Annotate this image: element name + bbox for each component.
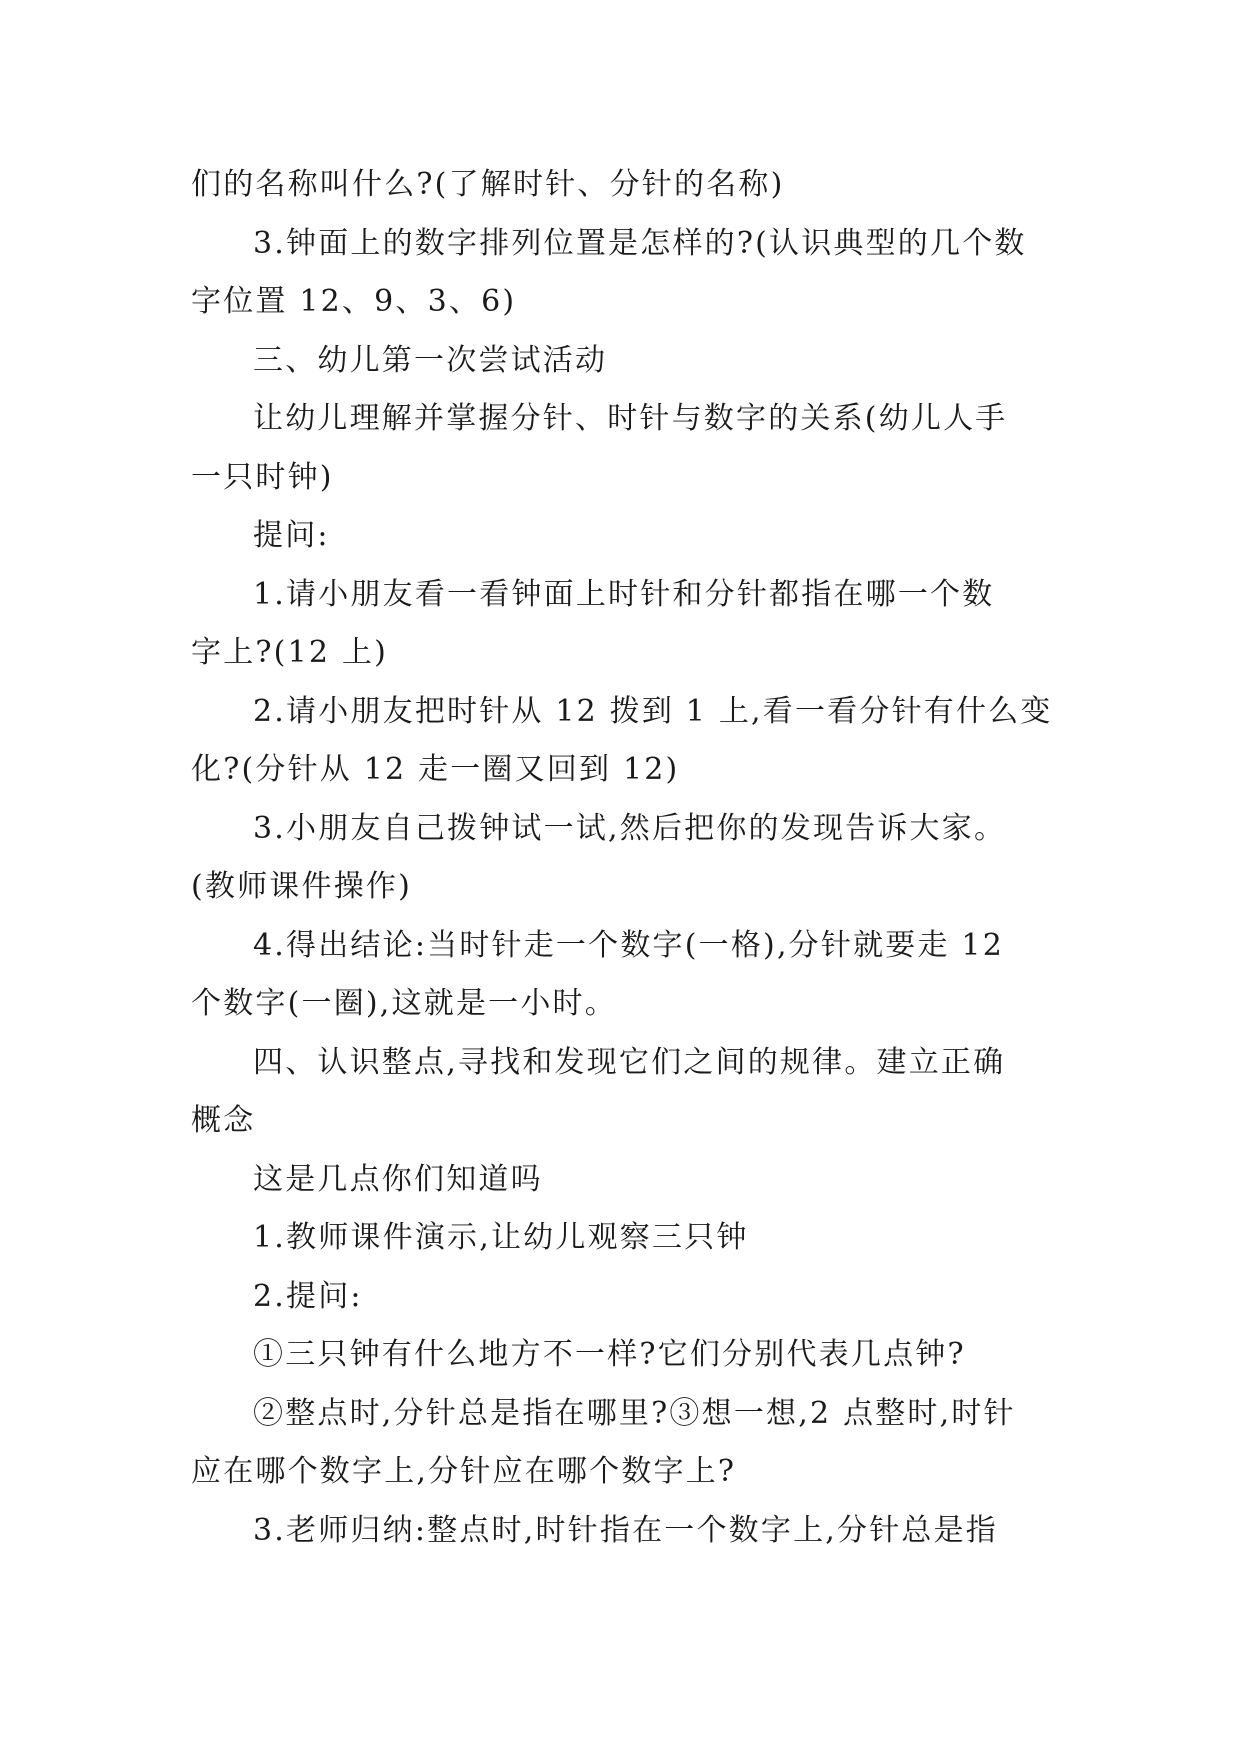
- text-line-23: 应在哪个数字上,分针应在哪个数字上?: [191, 1454, 737, 1489]
- text-line-7: 提问:: [253, 518, 330, 553]
- text-line-15: 个数字(一圈),这就是一小时。: [191, 986, 617, 1021]
- text-line-14: 4.得出结论:当时针走一个数字(一格),分针就要走 12: [253, 927, 1004, 963]
- section-heading-3: 三、幼儿第一次尝试活动: [253, 342, 608, 378]
- document-body: [191, 156, 1051, 1560]
- text-line-1: 们的名称叫什么?(了解时针、分针的名称): [191, 167, 785, 202]
- text-line-18: 这是几点你们知道吗: [253, 1161, 543, 1197]
- text-line-10: 2.请小朋友把时针从 12 拨到 1 上,看一看分针有什么变: [253, 693, 1053, 729]
- text-line-13: (教师课件操作): [191, 869, 413, 904]
- text-line-2: 3.钟面上的数字排列位置是怎样的?(认识典型的几个数: [253, 225, 1027, 261]
- text-line-3: 字位置 12、9、3、6): [191, 284, 517, 319]
- text-line-20: 2.提问:: [253, 1278, 363, 1314]
- text-line-6: 一只时钟): [191, 459, 334, 495]
- text-line-11: 化?(分针从 12 走一圈又回到 12): [191, 752, 680, 787]
- section-heading-4: 四、认识整点,寻找和发现它们之间的规律。建立正确: [253, 1044, 1006, 1080]
- text-line-8: 1.请小朋友看一看钟面上时针和分针都指在哪一个数: [253, 576, 995, 612]
- text-line-17: 概念: [191, 1103, 256, 1138]
- text-line-21: ①三只钟有什么地方不一样?它们分别代表几点钟?: [253, 1337, 966, 1372]
- text-line-5: 让幼儿理解并掌握分针、时针与数字的关系(幼儿人手: [253, 401, 1008, 436]
- text-line-24: 3.老师归纳:整点时,时针指在一个数字上,分针总是指: [253, 1512, 999, 1548]
- text-line-19: 1.教师课件演示,让幼儿观察三只钟: [253, 1220, 749, 1255]
- text-line-22: ②整点时,分针总是指在哪里?③想一想,2 点整时,时针: [253, 1395, 1016, 1431]
- text-line-12: 3.小朋友自己拨钟试一试,然后把你的发现告诉大家。: [253, 810, 1007, 846]
- text-line-9: 字上?(12 上): [191, 635, 389, 670]
